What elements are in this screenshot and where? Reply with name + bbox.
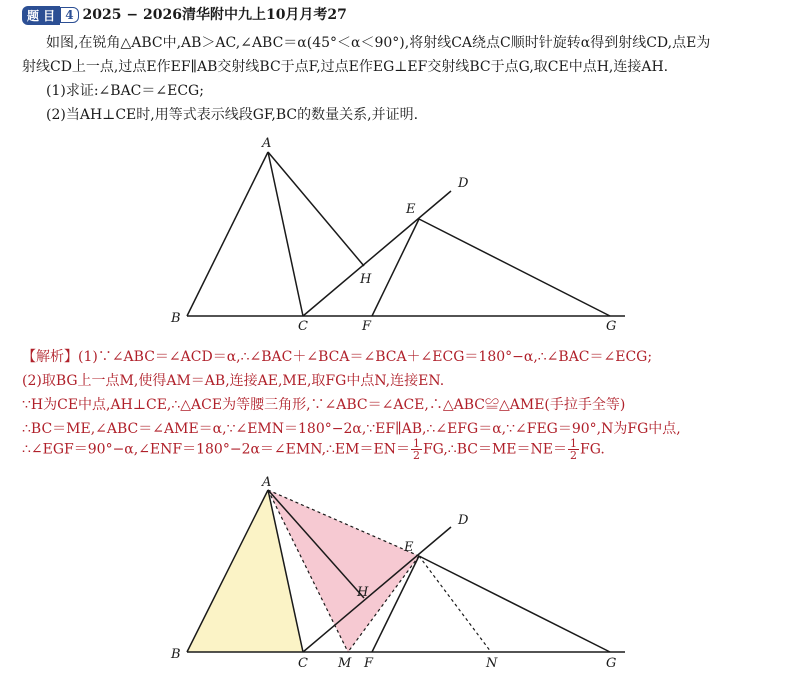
segment-ah (268, 152, 364, 266)
label-e: E (404, 540, 414, 555)
solution-line-1: 【解析】(1)∵∠ABC＝∠ACD＝α,∴∠BAC＋∠BCA＝∠BCA＋∠ECG＝180°−α,∴∠BAC＝∠ECG; (22, 349, 653, 365)
segment-ab (187, 152, 268, 316)
segment-eg (419, 219, 610, 316)
label-h: H (357, 585, 369, 600)
label-h: H (360, 272, 372, 287)
fraction-denominator: 2 (570, 449, 577, 462)
fraction-one-half-b (568, 438, 579, 461)
label-m: M (338, 656, 352, 671)
ray-cd (303, 191, 451, 316)
problem-line-1: 如图,在锐角△ABC中,AB＞AC,∠ABC＝α(45°＜α＜90°),将射线CA绕点C顺时针旋转α得到射线CD,点E为 (46, 35, 711, 51)
solution-line-3: ∵H为CE中点,AH⊥CE,∴△ACE为等腰三角形,∵∠ABC＝∠ACE,∴△ABC≌△AME(手拉手全等) (22, 397, 626, 413)
label-b: B (171, 311, 181, 326)
problem-badge: 题 目 (22, 6, 60, 25)
segment-eg (419, 556, 610, 652)
solution-line-5-part-a: ∴∠EGF＝90°−α,∠ENF＝180°−2α＝∠EMN,∴EM＝EN＝ (22, 441, 410, 458)
label-e: E (406, 202, 416, 217)
solution-line-5-part-c: FG. (580, 441, 605, 458)
label-f: F (362, 319, 372, 334)
fraction-denominator: 2 (412, 449, 420, 462)
label-f: F (364, 656, 374, 671)
dashed-segment-en (419, 556, 491, 652)
problem-source-title: 2025 − 2026清华附中九上10月月考27 (82, 7, 347, 23)
fraction-numerator: 1 (412, 437, 420, 450)
solution-line-5 (22, 438, 605, 461)
label-n: N (486, 656, 498, 671)
label-c: C (298, 656, 308, 671)
segment-ef (372, 219, 419, 316)
segment-ac (268, 152, 303, 316)
fraction-one-half-a (411, 438, 422, 461)
label-c: C (298, 319, 308, 334)
label-g: G (606, 656, 617, 671)
problem-part-2: (2)当AH⊥CE时,用等式表示线段GF,BC的数量关系,并证明. (46, 107, 419, 123)
label-d: D (458, 513, 469, 528)
geometry-figure-2 (0, 468, 804, 678)
label-a: A (262, 475, 272, 490)
solution-line-4: ∴BC＝ME,∠ABC＝∠AME＝α,∵∠EMN＝180°−2α,∵EF∥AB,∴∠EFG＝α,∵∠FEG＝90°,N为FG中点, (22, 421, 681, 437)
problem-header (22, 4, 347, 25)
solution-line-2: (2)取BG上一点M,使得AM＝AB,连接AE,ME,取FG中点N,连接EN. (22, 373, 445, 389)
problem-part-1: (1)求证:∠BAC＝∠ECG; (46, 83, 204, 99)
problem-number: 4 (60, 7, 78, 23)
label-d: D (458, 176, 469, 191)
problem-line-2: 射线CD上一点,过点E作EF∥AB交射线BC于点F,过点E作EG⊥EF交射线BC于点G,取CE中点H,连接AH. (22, 59, 669, 75)
label-b: B (171, 647, 181, 662)
fraction-numerator: 1 (570, 437, 577, 450)
geometry-figure-1 (0, 125, 804, 335)
label-g: G (606, 319, 617, 334)
solution-line-5-part-b: FG,∴BC＝ME＝NE＝ (422, 441, 567, 458)
label-a: A (262, 136, 272, 151)
